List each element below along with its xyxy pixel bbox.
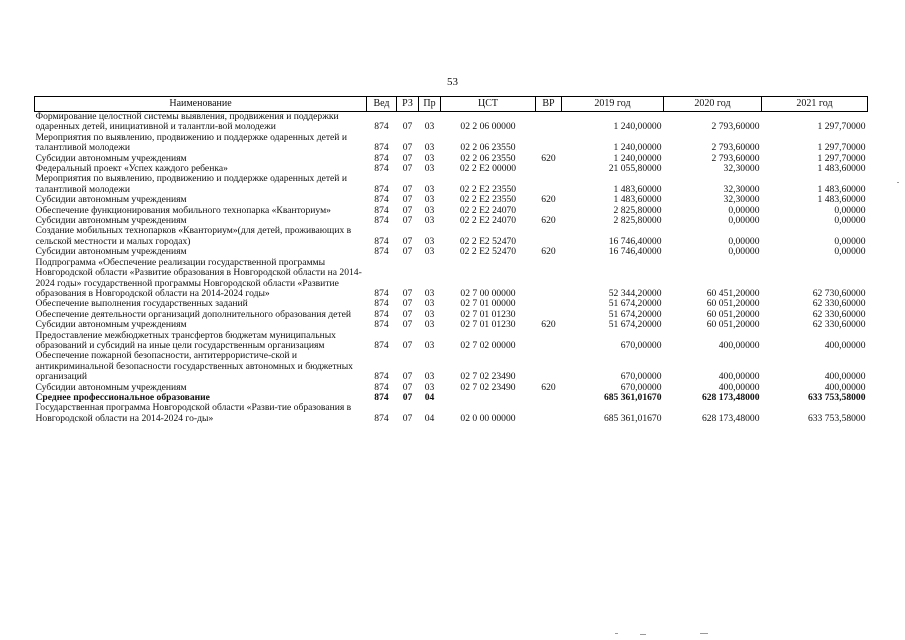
cell-cst: 02 2 Е2 23550 [459,194,517,206]
cell-2021: 1 297,70000 [817,152,866,164]
cell-ved: 874 [374,215,389,227]
cell-rz: 07 [402,121,413,133]
cell-rz: 07 [402,298,413,310]
cell-vr: 620 [541,215,556,227]
cell-2020: 0,00000 [728,204,760,216]
cell-2021: 1 297,70000 [817,142,866,154]
cell-2019: 2 825,80000 [613,215,662,227]
cell-ved: 874 [374,339,389,351]
cell-2020: 2 793,60000 [711,121,760,133]
cell-vr [536,133,562,154]
cell-2021: 0,00000 [834,235,866,247]
header-2021: 2021 год [762,97,868,112]
cell-2021: 0,00000 [834,204,866,216]
cell-2020: 628 173,48000 [701,412,760,424]
cell-2019: 1 240,00000 [613,152,662,164]
cell-2021: 0,00000 [834,215,866,227]
cell-ved: 874 [374,287,389,299]
cell-2019: 2 825,80000 [613,204,662,216]
cell-cst: 02 7 00 00000 [460,287,516,299]
cell-cst: 02 0 00 00000 [460,412,516,424]
cell-2019: 685 361,01670 [603,412,662,424]
cell-name: Субсидии автономным учреждениям [35,194,187,206]
cell-name: Подпрограмма «Обеспечение реализации государственной программы Новгородской области «Развитие образования в Новгородской области на 2014-2024 годы» государственной программы Новгородской области «Развитие образования в Новгородской области на 2014-2024 годы» [35,256,362,299]
cell-pr: 03 [424,287,435,299]
header-cst: ЦСТ [441,97,536,112]
cell-ved: 874 [374,246,389,258]
cell-vr: 620 [541,194,556,206]
header-pr: Пр [419,97,441,112]
cell-rz: 07 [402,412,413,424]
cell-name: Субсидии автономным учреждениям [35,381,187,393]
cell-pr: 03 [424,204,435,216]
cell-cst: 02 2 06 23550 [460,142,516,154]
cell-2021: 1 483,60000 [817,183,866,195]
cell-pr: 03 [424,152,435,164]
table-header [35,97,868,112]
cell-pr: 03 [424,381,435,393]
header-vr: ВР [536,97,562,112]
cell-2021: 400,00000 [824,339,866,351]
cell-ved: 874 [374,381,389,393]
scan-speck [640,634,646,635]
cell-ved: 874 [374,371,389,383]
cell-ved: 874 [374,412,389,424]
cell-rz: 07 [402,183,413,195]
cell-rz: 07 [402,163,413,175]
cell-name: Федеральный проект «Успех каждого ребенка» [35,163,228,175]
cell-name: Среднее профессиональное образование [35,391,210,403]
header-2020: 2020 год [664,97,762,112]
cell-cst [441,393,536,403]
cell-name: Субсидии автономным учреждениям [35,215,187,227]
cell-2020: 60 051,20000 [706,298,760,310]
cell-ved: 874 [374,235,389,247]
table-row [35,403,868,424]
cell-pr: 04 [424,412,435,424]
cell-2020: 2 793,60000 [711,142,760,154]
cell-name: Обеспечение функционирования мобильного технопарка «Кванториум» [35,204,331,216]
cell-name: Обеспечение пожарной безопасности, антитеррористиче-ской и антикриминальной безопасности государственных автономных и бюджетных организаций [35,350,353,383]
cell-2020: 32,30000 [723,163,760,175]
cell-name: Обеспечение выполнения государственных заданий [35,298,248,310]
cell-cst: 02 7 02 23490 [460,381,516,393]
cell-rz: 07 [402,142,413,154]
cell-ved: 874 [374,391,389,403]
cell-rz: 07 [402,308,413,320]
cell-vr [536,112,562,133]
cell-2020: 0,00000 [728,246,760,258]
cell-2019: 1 240,00000 [613,121,662,133]
cell-cst: 02 2 Е2 52470 [459,235,517,247]
cell-name: Формирование целостной системы выявления, продвижения и поддержки одаренных детей, инициативной и талантли-вой молодежи [35,111,339,133]
cell-cst: 02 2 Е2 24070 [459,204,517,216]
cell-name: Субсидии автономным учреждениям [35,319,187,331]
cell-rz: 07 [402,215,413,227]
cell-pr: 03 [424,121,435,133]
cell-name: Мероприятия по выявлению, продвижению и поддержке одаренных детей и талантливой молодежи [35,131,347,154]
cell-vr [536,351,562,382]
cell-2021: 400,00000 [824,381,866,393]
cell-2021: 62 330,60000 [812,298,866,310]
cell-2019: 670,00000 [620,339,662,351]
cell-2021: 0,00000 [834,246,866,258]
cell-2019: 1 240,00000 [613,142,662,154]
cell-vr [536,299,562,309]
cell-rz: 07 [402,287,413,299]
cell-2021: 62 330,60000 [812,319,866,331]
cell-pr: 03 [424,194,435,206]
cell-rz: 07 [402,204,413,216]
cell-2020: 400,00000 [718,339,760,351]
cell-cst: 02 2 Е2 00000 [459,163,517,175]
cell-2020: 2 793,60000 [711,152,760,164]
scan-speck [700,633,708,634]
cell-2019: 51 674,20000 [608,298,662,310]
cell-2020: 60 051,20000 [706,308,760,320]
cell-2021: 1 297,70000 [817,121,866,133]
cell-2021: 62 330,60000 [812,308,866,320]
cell-2019: 16 746,40000 [608,246,662,258]
cell-rz: 07 [402,246,413,258]
cell-rz: 07 [402,391,413,403]
cell-cst: 02 7 01 01230 [460,319,516,331]
cell-rz: 07 [402,235,413,247]
table-row [35,351,868,382]
cell-vr [536,258,562,300]
cell-2020: 0,00000 [728,215,760,227]
cell-vr [536,331,562,352]
cell-2020: 400,00000 [718,381,760,393]
cell-pr: 03 [424,339,435,351]
cell-2021: 633 753,58000 [807,412,866,424]
cell-vr [536,164,562,174]
cell-pr: 03 [424,371,435,383]
page-number: 53 [447,76,458,88]
cell-vr [536,393,562,403]
cell-2019: 1 483,60000 [613,183,662,195]
cell-vr [536,174,562,195]
cell-vr: 620 [541,319,556,331]
table-row [35,320,868,330]
cell-2019: 51 674,20000 [608,308,662,320]
cell-ved: 874 [374,319,389,331]
cell-cst: 02 2 06 00000 [460,121,516,133]
header-rz: РЗ [397,97,419,112]
cell-ved: 874 [374,142,389,154]
cell-pr: 03 [424,235,435,247]
cell-rz: 07 [402,319,413,331]
cell-2019: 51 674,20000 [608,319,662,331]
table-row [35,226,868,247]
table-row [35,133,868,154]
cell-cst: 02 2 Е2 23550 [459,183,517,195]
cell-pr: 03 [424,142,435,154]
cell-cst: 02 7 02 00000 [460,339,516,351]
table-body [35,112,868,425]
cell-cst: 02 7 02 23490 [460,371,516,383]
cell-vr: 620 [541,246,556,258]
cell-2019: 52 344,20000 [608,287,662,299]
header-name: Наименование [35,97,367,112]
cell-name: Государственная программа Новгородской области «Разви-тие образования в Новгородской области на 2014-2024 го-ды» [35,402,352,424]
cell-name: Мероприятия по выявлению, продвижению и поддержке одаренных детей и талантливой молодежи [35,173,347,195]
cell-2020: 628 173,48000 [701,391,760,403]
cell-name: Субсидии автономным учреждениям [35,152,187,164]
cell-2021: 400,00000 [824,371,866,383]
table-row [35,258,868,300]
cell-vr [536,226,562,247]
cell-ved: 874 [374,152,389,164]
cell-pr: 03 [424,183,435,195]
cell-2020: 60 451,20000 [706,287,760,299]
cell-2020: 0,00000 [728,235,760,247]
cell-ved: 874 [374,204,389,216]
cell-cst: 02 7 01 00000 [460,298,516,310]
cell-name: Создание мобильных технопарков «Кванториум»(для детей, проживающих в сельской местности и малых городах) [35,225,352,247]
budget-table [34,96,868,424]
cell-rz: 07 [402,339,413,351]
cell-rz: 07 [402,152,413,164]
cell-2021: 633 753,58000 [807,391,866,403]
cell-2019: 670,00000 [620,381,662,393]
cell-rz: 07 [402,381,413,393]
cell-pr: 03 [424,215,435,227]
cell-rz: 07 [402,371,413,383]
table-row [35,331,868,352]
scan-speck [615,633,618,634]
header-2019: 2019 год [562,97,664,112]
header-ved: Вед [367,97,397,112]
cell-2020: 32,30000 [723,183,760,195]
cell-pr: 03 [424,163,435,175]
cell-cst: 02 7 01 01230 [460,308,516,320]
cell-ved: 874 [374,308,389,320]
cell-name: Обеспечение деятельности организаций дополнительного образования детей [35,308,352,320]
cell-vr: 620 [541,152,556,164]
cell-pr: 03 [424,308,435,320]
cell-2020: 400,00000 [718,371,760,383]
cell-2019: 1 483,60000 [613,194,662,206]
cell-2021: 1 483,60000 [817,163,866,175]
cell-pr: 04 [424,391,435,403]
cell-2021: 62 730,60000 [812,287,866,299]
table-row [35,112,868,133]
table-row [35,174,868,195]
cell-2021: 1 483,60000 [817,194,866,206]
cell-rz: 07 [402,194,413,206]
cell-pr: 03 [424,319,435,331]
cell-ved: 874 [374,298,389,310]
cell-cst: 02 2 06 23550 [460,152,516,164]
cell-2020: 32,30000 [723,194,760,206]
cell-ved: 874 [374,121,389,133]
cell-cst: 02 2 Е2 24070 [459,215,517,227]
cell-2019: 670,00000 [620,371,662,383]
cell-pr: 03 [424,298,435,310]
cell-name: Субсидии автономным учреждениям [35,246,187,258]
scan-speck [897,182,899,183]
cell-2019: 16 746,40000 [608,235,662,247]
cell-vr: 620 [541,381,556,393]
cell-2019: 21 055,80000 [608,163,662,175]
cell-name: Предоставление межбюджетных трансфертов бюджетам муниципальных образований и субсидий на иные цели государственным организациям [35,329,336,351]
cell-ved: 874 [374,183,389,195]
cell-vr [536,403,562,424]
cell-2020: 60 051,20000 [706,319,760,331]
cell-cst: 02 2 Е2 52470 [459,246,517,258]
cell-pr: 03 [424,246,435,258]
cell-2019: 685 361,01670 [603,391,662,403]
cell-ved: 874 [374,194,389,206]
cell-ved: 874 [374,163,389,175]
